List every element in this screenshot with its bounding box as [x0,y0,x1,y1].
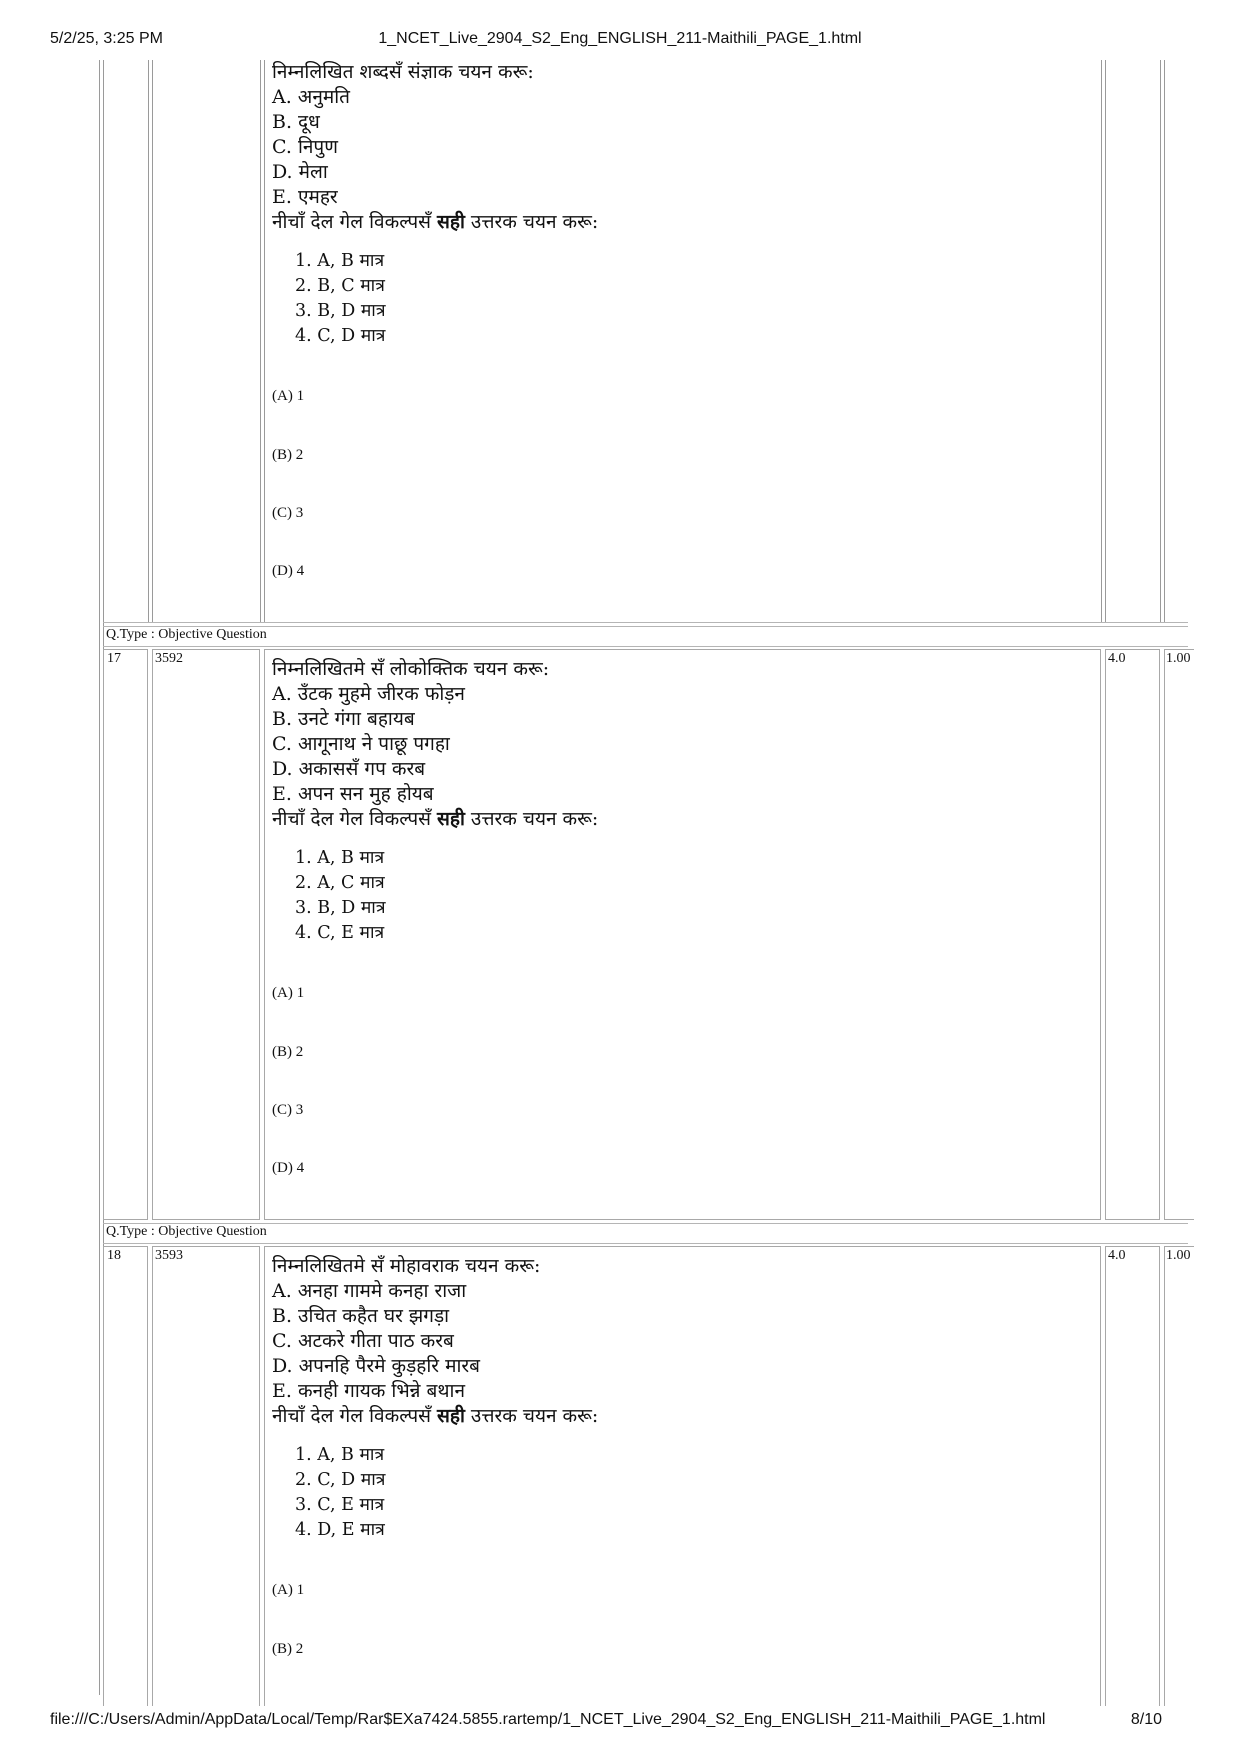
question-item: E. अपन सन मुह होयब [272,783,434,805]
print-title: 1_NCET_Live_2904_S2_Eng_ENGLISH_211-Maithili_PAGE_1.html [378,30,862,47]
choice-list [272,249,1072,349]
col-sep [1105,60,1106,623]
question-intro: निम्नलिखितमे सँ मोहावराक चयन करू: [272,1255,541,1277]
row-sep [103,622,1188,623]
answer-option: (A) 1 [272,985,305,1001]
question-item: D. अपनहि पैरमे कुड़हरि मारब [272,1355,480,1377]
q17-number-cell [103,649,148,1220]
choice-item: 3. B, D मात्र [295,301,386,321]
q17-marks: 4.0 [1108,651,1126,666]
choice-item: 4. C, D मात्र [295,326,386,346]
col-sep [1160,60,1161,623]
question-intro: निम्नलिखित शब्दसँ संज्ञाक चयन करू: [272,61,534,83]
answer-option: (A) 1 [272,1582,305,1598]
question-item: E. एमहर [272,186,338,208]
print-file-path: file:///C:/Users/Admin/AppData/Local/Temp/Rar$EXa7424.5855.rartemp/1_NCET_Live_2904_S2_Eng_ENGLISH_211-Maithili_PAGE_1.html [50,1711,1046,1728]
print-page-number: 8/10 [1130,1711,1162,1728]
q17-number: 17 [107,651,121,666]
question-item: B. दूध [272,111,320,133]
col-sep [148,60,149,623]
question-16-body [272,60,1072,579]
q18-id: 3593 [155,1248,183,1263]
choice-item: 4. C, E मात्र [295,923,385,943]
q17-negative: 1.00 [1166,651,1190,666]
answer-option: (B) 2 [272,1641,304,1657]
row-sep [103,1243,1188,1244]
qtype-label: Q.Type : Objective Question [106,1224,267,1239]
choice-item: 1. A, B मात्र [295,251,385,271]
q18-id-cell [152,1246,260,1706]
question-prompt: नीचाँ देल गेल विकल्पसँ सही उत्तरक चयन करू: [272,1405,599,1427]
answer-option: (D) 4 [272,563,305,579]
choice-item: 1. A, B मात्र [295,1445,385,1465]
question-intro: निम्नलिखितमे सँ लोकोक्तिक चयन करू: [272,658,550,680]
q18-marks: 4.0 [1108,1248,1126,1263]
q17-id: 3592 [155,651,183,666]
question-item: A. उँटक मुहमे जीरक फोड़न [272,683,465,705]
col-sep [260,60,261,623]
choice-item: 2. A, C मात्र [295,873,385,893]
q17-marks-cell [1105,649,1160,1220]
choice-list [272,1443,1072,1543]
answer-option: (C) 3 [272,505,304,521]
answer-option: (C) 3 [272,1102,304,1118]
answer-option: (D) 4 [272,1160,305,1176]
choice-item: 2. C, D मात्र [295,1470,386,1490]
question-item: B. उनटे गंगा बहायब [272,708,415,730]
question-item: D. अकाससँ गप करब [272,758,426,780]
question-prompt: नीचाँ देल गेल विकल्पसँ सही उत्तरक चयन करू: [272,211,599,233]
question-18-body [272,1254,1072,1657]
q18-marks-cell [1105,1246,1160,1706]
question-item: B. उचित कहैत घर झगड़ा [272,1305,450,1327]
row-sep [103,646,1188,647]
choice-list [272,846,1072,946]
question-item: A. अनहा गाममे कनहा राजा [272,1280,467,1302]
choice-item: 1. A, B मात्र [295,848,385,868]
choice-item: 3. C, E मात्र [295,1495,385,1515]
question-item: A. अनुमति [272,86,350,108]
answer-option: (B) 2 [272,1044,304,1060]
q17-id-cell [152,649,260,1220]
choice-item: 4. D, E मात्र [295,1520,385,1540]
question-item: D. मेला [272,161,328,183]
q18-negative: 1.00 [1166,1248,1190,1263]
question-item: E. कनही गायक भिन्ने बथान [272,1380,466,1402]
choice-item: 3. B, D मात्र [295,898,386,918]
col-sep [1101,60,1102,623]
q18-number: 18 [107,1248,121,1263]
q18-number-cell [103,1246,148,1706]
q18-negative-cell [1164,1246,1194,1706]
choice-item: 2. B, C मात्र [295,276,385,296]
col-sep [152,60,153,623]
qtype-label: Q.Type : Objective Question [106,627,267,642]
q17-negative-cell [1164,649,1194,1220]
answer-option: (A) 1 [272,388,305,404]
question-item: C. निपुण [272,136,338,158]
question-17-body [272,657,1072,1176]
question-item: C. अटकरे गीता पाठ करब [272,1330,454,1352]
table-border-left-outer [99,60,100,1695]
col-sep [1164,60,1165,623]
question-prompt: नीचाँ देल गेल विकल्पसँ सही उत्तरक चयन करू: [272,808,599,830]
print-datetime: 5/2/25, 3:25 PM [50,30,163,47]
col-sep [264,60,265,623]
question-item: C. आगूनाथ ने पाछू पगहा [272,733,450,755]
answer-option: (B) 2 [272,447,304,463]
